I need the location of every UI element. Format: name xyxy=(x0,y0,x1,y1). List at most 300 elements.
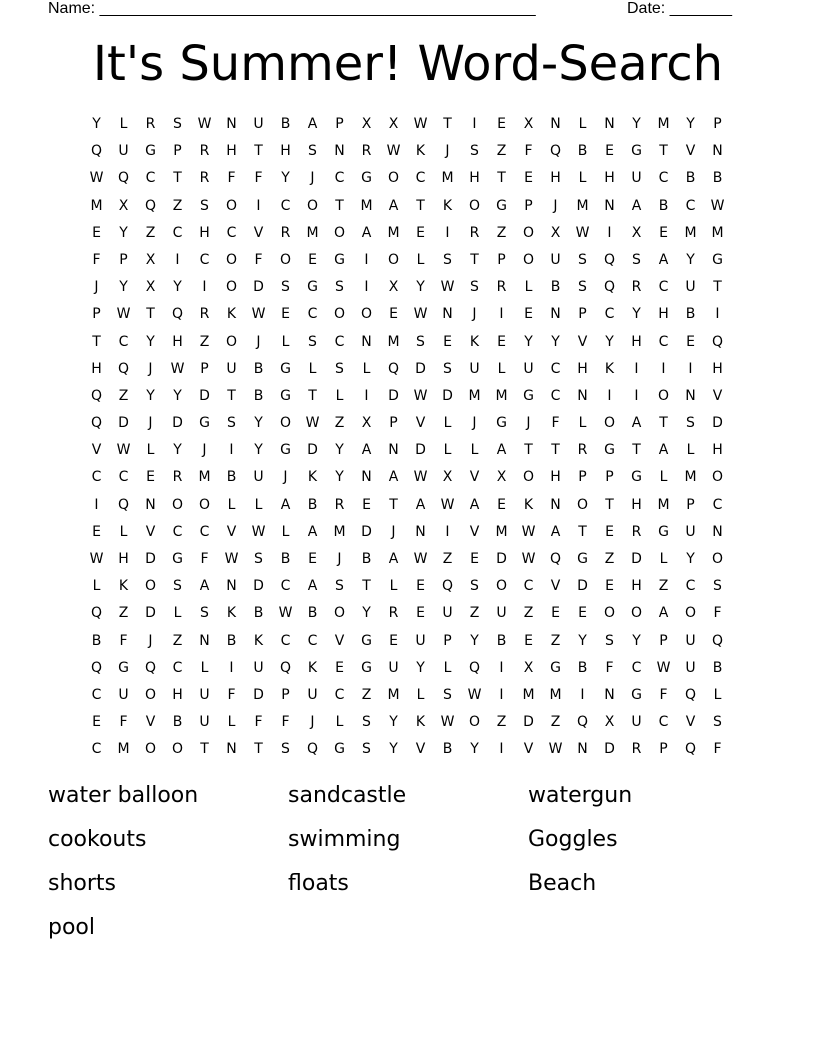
grid-letter: G xyxy=(334,251,345,268)
grid-letter: I xyxy=(229,442,234,459)
grid-letter: H xyxy=(577,360,588,377)
grid-letter: J xyxy=(526,415,531,432)
grid-letter: H xyxy=(226,143,237,160)
grid-letter: L xyxy=(443,659,452,676)
grid-letter: H xyxy=(172,333,183,350)
grid-letter: R xyxy=(280,224,291,241)
grid-letter: D xyxy=(415,360,426,377)
grid-letter: E xyxy=(605,143,614,160)
word-list-item: shorts xyxy=(48,871,116,896)
grid-letter: O xyxy=(522,224,535,241)
grid-letter: W xyxy=(197,116,212,132)
page-title: It's Summer! Word-Search xyxy=(92,36,724,92)
grid-letter: U xyxy=(685,523,696,540)
grid-letter: V xyxy=(523,741,534,758)
grid-letter: O xyxy=(468,197,481,214)
grid-letter: X xyxy=(496,469,507,486)
grid-letter: C xyxy=(631,659,642,676)
grid-letter: Q xyxy=(117,360,130,377)
grid-letter: W xyxy=(413,116,428,132)
grid-letter: A xyxy=(631,415,642,432)
grid-letter: F xyxy=(227,686,236,703)
grid-letter: O xyxy=(279,415,292,432)
grid-letter: I xyxy=(499,741,504,758)
word-list-item: pool xyxy=(48,915,95,940)
grid-row xyxy=(83,685,733,712)
grid-letter: E xyxy=(281,306,290,323)
grid-letter: P xyxy=(578,306,587,323)
grid-letter: G xyxy=(334,741,345,758)
grid-letter: P xyxy=(713,116,722,132)
grid-letter: S xyxy=(416,333,425,350)
grid-letter: M xyxy=(198,469,211,486)
grid-letter: W xyxy=(575,224,590,241)
grid-letter: S xyxy=(578,251,587,268)
grid-letter: J xyxy=(310,170,315,187)
grid-letter: U xyxy=(118,143,129,160)
grid-letter: E xyxy=(92,714,101,731)
grid-letter: D xyxy=(388,387,399,404)
grid-letter: O xyxy=(603,605,616,622)
grid-letter: Z xyxy=(442,551,453,567)
grid-letter: O xyxy=(360,306,373,323)
grid-letter: L xyxy=(146,442,155,459)
grid-letter: W xyxy=(413,469,428,486)
grid-letter: G xyxy=(199,415,210,432)
grid-letter: I xyxy=(364,251,369,268)
grid-letter: U xyxy=(550,251,561,268)
grid-letter: L xyxy=(227,714,236,731)
grid-letter: J xyxy=(472,306,477,323)
grid-letter: G xyxy=(361,632,372,649)
word-search-grid xyxy=(83,114,733,767)
grid-letter: P xyxy=(281,686,290,703)
grid-letter: S xyxy=(335,279,344,296)
grid-letter: L xyxy=(335,387,344,404)
grid-letter: L xyxy=(281,333,290,350)
grid-letter: C xyxy=(91,469,102,486)
grid-letter: P xyxy=(92,306,101,323)
grid-letter: D xyxy=(631,551,642,567)
grid-letter: B xyxy=(226,632,237,649)
grid-letter: V xyxy=(334,632,345,649)
grid-letter: T xyxy=(497,170,506,187)
grid-letter: O xyxy=(576,496,589,513)
grid-letter: W xyxy=(440,496,455,513)
grid-letter: G xyxy=(496,415,507,432)
grid-letter: G xyxy=(361,659,372,676)
grid-letter: R xyxy=(577,442,588,459)
grid-letter: I xyxy=(499,306,504,323)
grid-letter: S xyxy=(578,279,587,296)
grid-letter: I xyxy=(364,279,369,296)
grid-letter: V xyxy=(550,578,561,595)
grid-letter: S xyxy=(227,415,236,432)
grid-letter: Q xyxy=(603,279,616,296)
grid-letter: L xyxy=(200,659,209,676)
grid-letter: Z xyxy=(604,551,615,567)
grid-letter: H xyxy=(631,578,642,595)
grid-letter: E xyxy=(605,523,614,540)
grid-letter: C xyxy=(334,333,345,350)
grid-letter: Q xyxy=(684,741,697,758)
grid-letter: W xyxy=(305,415,320,432)
grid-letter: I xyxy=(580,686,585,703)
grid-letter: T xyxy=(605,496,614,513)
grid-letter: C xyxy=(199,251,210,268)
grid-letter: C xyxy=(658,279,669,296)
grid-letter: P xyxy=(335,116,344,132)
grid-letter: Q xyxy=(279,659,292,676)
word-list-item: Goggles xyxy=(528,827,618,852)
grid-letter: D xyxy=(253,686,264,703)
grid-letter: O xyxy=(144,578,157,595)
grid-letter: Y xyxy=(254,442,263,459)
grid-letter: M xyxy=(468,387,481,404)
grid-letter: W xyxy=(116,442,131,459)
grid-letter: K xyxy=(523,496,534,513)
grid-letter: R xyxy=(172,469,183,486)
grid-letter: C xyxy=(523,578,534,595)
grid-row xyxy=(83,359,733,386)
grid-letter: B xyxy=(226,469,237,486)
grid-letter: A xyxy=(415,496,426,513)
grid-letter: K xyxy=(442,197,453,214)
grid-letter: G xyxy=(307,279,318,296)
grid-letter: H xyxy=(91,360,102,377)
grid-letter: D xyxy=(253,578,264,595)
grid-letter: F xyxy=(551,415,560,432)
grid-letter: O xyxy=(171,496,184,513)
grid-letter: G xyxy=(523,387,534,404)
grid-letter: S xyxy=(713,578,722,595)
grid-letter: A xyxy=(388,197,399,214)
grid-letter: R xyxy=(496,279,507,296)
grid-letter: K xyxy=(469,333,480,350)
grid-letter: C xyxy=(415,170,426,187)
grid-letter: L xyxy=(497,360,506,377)
grid-letter: S xyxy=(470,143,479,160)
grid-letter: P xyxy=(497,251,506,268)
grid-letter: L xyxy=(92,578,101,595)
grid-letter: A xyxy=(658,251,669,268)
grid-letter: L xyxy=(443,415,452,432)
grid-letter: D xyxy=(496,551,507,567)
grid-letter: O xyxy=(225,279,238,296)
grid-letter: D xyxy=(118,415,129,432)
grid-letter: O xyxy=(333,224,346,241)
grid-letter: N xyxy=(604,116,615,132)
grid-letter: B xyxy=(577,143,588,160)
grid-letter: X xyxy=(604,714,615,731)
grid-letter: U xyxy=(253,116,264,132)
grid-letter: U xyxy=(199,686,210,703)
grid-letter: P xyxy=(443,632,452,649)
grid-row xyxy=(83,712,733,739)
grid-letter: Y xyxy=(173,279,182,296)
grid-letter: Z xyxy=(361,686,372,703)
grid-letter: S xyxy=(281,279,290,296)
grid-letter: T xyxy=(227,387,236,404)
grid-letter: Q xyxy=(117,170,130,187)
grid-letter: K xyxy=(226,306,237,323)
grid-letter: S xyxy=(335,360,344,377)
grid-letter: Y xyxy=(686,116,695,132)
grid-letter: U xyxy=(388,659,399,676)
grid-letter: S xyxy=(443,686,452,703)
grid-letter: C xyxy=(658,333,669,350)
grid-letter: R xyxy=(388,605,399,622)
grid-letter: C xyxy=(307,306,318,323)
grid-letter: Z xyxy=(469,605,480,622)
grid-letter: G xyxy=(577,551,588,567)
grid-letter: E xyxy=(605,578,614,595)
grid-letter: B xyxy=(658,197,669,214)
grid-letter: J xyxy=(445,143,450,160)
grid-row xyxy=(83,223,733,250)
grid-letter: U xyxy=(226,360,237,377)
grid-letter: G xyxy=(280,360,291,377)
grid-letter: B xyxy=(91,632,102,649)
grid-letter: Z xyxy=(550,714,561,731)
grid-letter: X xyxy=(118,197,129,214)
grid-letter: G xyxy=(658,523,669,540)
grid-letter: F xyxy=(254,251,263,268)
grid-letter: O xyxy=(225,197,238,214)
grid-letter: E xyxy=(335,659,344,676)
grid-letter: N xyxy=(145,496,156,513)
grid-letter: Z xyxy=(496,714,507,731)
grid-letter: T xyxy=(92,333,101,350)
grid-letter: C xyxy=(280,632,291,649)
grid-letter: L xyxy=(578,415,587,432)
grid-letter: Z xyxy=(199,333,210,350)
grid-letter: H xyxy=(658,306,669,323)
grid-letter: H xyxy=(712,360,723,377)
grid-letter: G xyxy=(550,659,561,676)
grid-letter: T xyxy=(254,143,263,160)
grid-letter: A xyxy=(631,197,642,214)
grid-letter: Q xyxy=(684,686,697,703)
grid-letter: U xyxy=(496,605,507,622)
grid-letter: W xyxy=(89,551,104,567)
grid-letter: R xyxy=(145,116,156,132)
grid-letter: M xyxy=(576,197,589,214)
grid-letter: O xyxy=(468,714,481,731)
grid-letter: E xyxy=(659,224,668,241)
grid-letter: V xyxy=(712,387,723,404)
grid-letter: U xyxy=(415,632,426,649)
grid-letter: Q xyxy=(711,632,724,649)
grid-letter: V xyxy=(91,442,102,459)
grid-letter: O xyxy=(711,469,724,486)
grid-letter: C xyxy=(118,469,129,486)
grid-letter: C xyxy=(550,387,561,404)
grid-letter: K xyxy=(226,605,237,622)
grid-letter: J xyxy=(472,415,477,432)
grid-letter: U xyxy=(253,659,264,676)
grid-letter: Z xyxy=(334,415,345,432)
grid-letter: Q xyxy=(90,387,103,404)
grid-letter: H xyxy=(712,442,723,459)
grid-letter: N xyxy=(604,197,615,214)
grid-letter: I xyxy=(202,279,207,296)
grid-letter: A xyxy=(496,442,507,459)
grid-letter: W xyxy=(413,387,428,404)
grid-letter: C xyxy=(226,224,237,241)
grid-letter: R xyxy=(469,224,480,241)
grid-letter: N xyxy=(577,387,588,404)
grid-letter: B xyxy=(280,551,291,567)
grid-row xyxy=(83,467,733,494)
grid-letter: Y xyxy=(524,333,533,350)
grid-letter: W xyxy=(224,551,239,567)
grid-letter: L xyxy=(713,686,722,703)
grid-letter: K xyxy=(415,143,426,160)
grid-letter: M xyxy=(657,496,670,513)
grid-letter: L xyxy=(659,551,668,567)
grid-letter: H xyxy=(172,686,183,703)
grid-letter: T xyxy=(146,306,155,323)
grid-letter: Y xyxy=(578,632,587,649)
grid-letter: F xyxy=(200,551,209,567)
grid-letter: Y xyxy=(686,251,695,268)
grid-letter: E xyxy=(308,251,317,268)
grid-letter: U xyxy=(199,714,210,731)
grid-letter: D xyxy=(145,551,156,567)
grid-letter: P xyxy=(659,741,668,758)
grid-letter: T xyxy=(389,496,398,513)
grid-letter: G xyxy=(496,197,507,214)
grid-letter: B xyxy=(550,279,561,296)
grid-letter: H xyxy=(631,496,642,513)
grid-row xyxy=(83,168,733,195)
grid-letter: E xyxy=(416,605,425,622)
grid-letter: C xyxy=(280,197,291,214)
grid-letter: L xyxy=(578,116,587,132)
grid-letter: M xyxy=(360,197,373,214)
grid-letter: Y xyxy=(335,442,344,459)
grid-letter: T xyxy=(632,442,641,459)
grid-letter: L xyxy=(254,496,263,513)
grid-letter: Q xyxy=(603,251,616,268)
grid-letter: I xyxy=(175,251,180,268)
grid-letter: S xyxy=(308,143,317,160)
grid-letter: J xyxy=(391,523,396,540)
grid-letter: Y xyxy=(281,170,290,187)
grid-letter: M xyxy=(522,686,535,703)
grid-letter: L xyxy=(659,469,668,486)
grid-letter: H xyxy=(550,469,561,486)
grid-row xyxy=(83,522,733,549)
grid-row xyxy=(83,304,733,331)
grid-letter: W xyxy=(251,523,266,540)
grid-letter: E xyxy=(524,632,533,649)
grid-letter: D xyxy=(145,605,156,622)
grid-row xyxy=(83,549,733,576)
grid-letter: J xyxy=(283,469,288,486)
grid-letter: C xyxy=(685,578,696,595)
grid-letter: L xyxy=(416,686,425,703)
grid-letter: Q xyxy=(711,333,724,350)
grid-letter: W xyxy=(440,714,455,731)
grid-letter: F xyxy=(605,659,614,676)
grid-letter: K xyxy=(307,469,318,486)
grid-letter: W xyxy=(548,741,563,758)
grid-letter: T xyxy=(254,741,263,758)
grid-letter: H xyxy=(199,224,210,241)
grid-letter: A xyxy=(388,551,399,567)
grid-letter: W xyxy=(521,551,536,567)
grid-letter: O xyxy=(225,251,238,268)
grid-letter: M xyxy=(387,224,400,241)
grid-row xyxy=(83,386,733,413)
grid-letter: S xyxy=(632,251,641,268)
grid-letter: Z xyxy=(145,224,156,241)
grid-letter: S xyxy=(200,197,209,214)
grid-letter: C xyxy=(280,578,291,595)
grid-letter: X xyxy=(145,279,156,296)
grid-letter: A xyxy=(550,523,561,540)
grid-letter: W xyxy=(251,306,266,323)
grid-letter: L xyxy=(416,251,425,268)
word-list-item: Beach xyxy=(528,871,597,896)
grid-letter: W xyxy=(521,523,536,540)
grid-letter: M xyxy=(684,224,697,241)
grid-letter: Q xyxy=(306,741,319,758)
grid-letter: N xyxy=(550,496,561,513)
grid-letter: V xyxy=(685,714,696,731)
grid-letter: R xyxy=(631,279,642,296)
grid-letter: Y xyxy=(605,333,614,350)
grid-letter: I xyxy=(94,496,99,513)
grid-letter: F xyxy=(227,170,236,187)
grid-letter: Q xyxy=(90,143,103,160)
grid-letter: M xyxy=(387,333,400,350)
grid-letter: T xyxy=(443,116,452,132)
grid-letter: I xyxy=(634,360,639,377)
grid-letter: Z xyxy=(523,605,534,622)
grid-letter: R xyxy=(199,306,210,323)
grid-letter: P xyxy=(686,496,695,513)
grid-letter: B xyxy=(685,306,696,323)
grid-letter: N xyxy=(199,632,210,649)
grid-letter: C xyxy=(118,333,129,350)
grid-letter: G xyxy=(631,686,642,703)
grid-row xyxy=(83,250,733,277)
grid-letter: B xyxy=(253,360,264,377)
grid-letter: R xyxy=(631,741,642,758)
grid-letter: H xyxy=(469,170,480,187)
grid-letter: X xyxy=(361,415,372,432)
grid-letter: H xyxy=(280,143,291,160)
grid-letter: O xyxy=(657,387,670,404)
grid-letter: D xyxy=(712,415,723,432)
grid-row xyxy=(83,576,733,603)
date-field-label: Date: _______ xyxy=(627,0,732,17)
grid-letter: T xyxy=(659,415,668,432)
grid-letter: C xyxy=(199,523,210,540)
grid-letter: D xyxy=(253,279,264,296)
grid-letter: P xyxy=(605,469,614,486)
grid-letter: R xyxy=(361,143,372,160)
grid-letter: Y xyxy=(362,605,371,622)
grid-letter: F xyxy=(119,632,128,649)
grid-letter: B xyxy=(280,116,291,132)
grid-letter: J xyxy=(337,551,342,567)
grid-letter: W xyxy=(656,659,671,676)
grid-letter: J xyxy=(148,415,153,432)
